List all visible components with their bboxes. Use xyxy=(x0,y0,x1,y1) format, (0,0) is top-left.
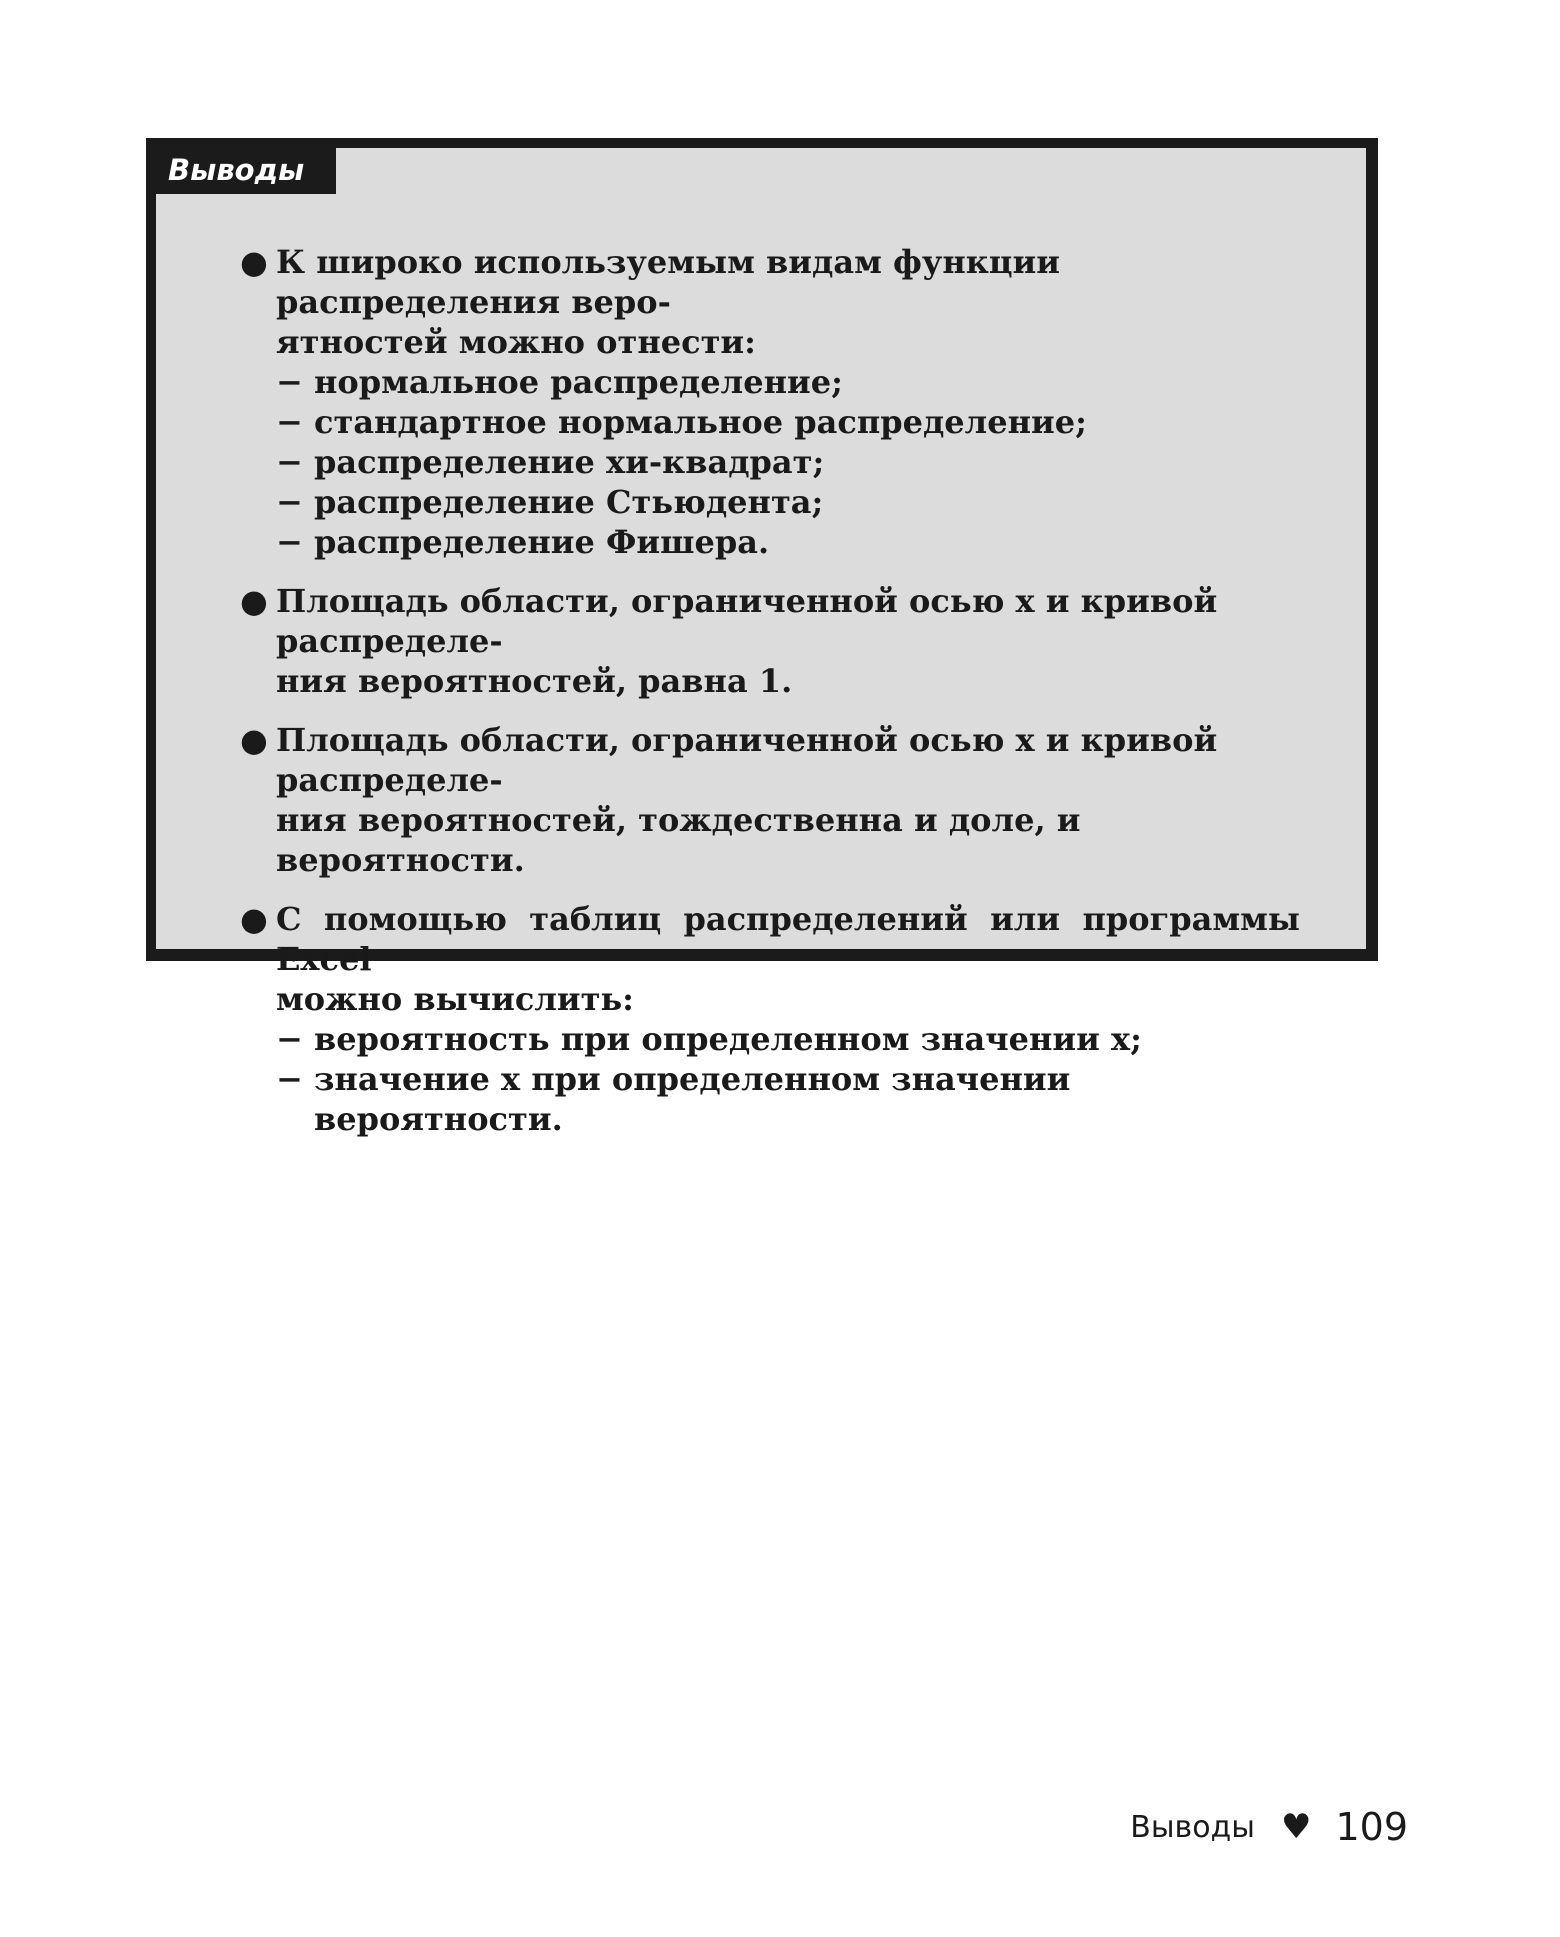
item-4-line-1: С помощью таблиц распределений или программы Excel xyxy=(276,900,1300,978)
summary-item-3 xyxy=(240,720,1300,880)
item-2-line-1: Площадь области, ограниченной осью x и кривой распределе- xyxy=(276,582,1218,660)
page-footer xyxy=(1130,1802,1408,1852)
summary-item-1 xyxy=(240,242,1300,562)
dash-icon: − xyxy=(276,483,303,521)
item-1-sub-5 xyxy=(276,522,1300,562)
page-number: 109 xyxy=(1335,1805,1408,1849)
bullet-icon: ● xyxy=(240,900,268,938)
dash-icon: − xyxy=(276,1020,303,1058)
dash-icon: − xyxy=(276,1060,303,1098)
dash-icon: − xyxy=(276,363,303,401)
bullet-icon: ● xyxy=(240,721,268,759)
item-1-line-1: К широко используемым видам функции распределения веро- xyxy=(276,243,1060,321)
item-2-line-2: ния вероятностей, равна 1. xyxy=(276,662,793,700)
summary-item-4 xyxy=(240,899,1300,1139)
bullet-icon: ● xyxy=(240,243,268,281)
dash-icon: − xyxy=(276,403,303,441)
item-4-sub-2 xyxy=(276,1059,1300,1139)
item-1-sub-4 xyxy=(276,482,1300,522)
item-1-line-2: ятностей можно отнести: xyxy=(276,323,756,361)
summary-tab-title: Выводы xyxy=(154,146,336,194)
heart-icon: ♥ xyxy=(1280,1807,1312,1847)
summary-box-inner xyxy=(156,148,1366,1138)
sub-text: стандартное нормальное распределение; xyxy=(314,403,1087,441)
sub-text: значение x при определенном значении вероятности. xyxy=(314,1060,1071,1138)
sub-text: вероятность при определенном значении x; xyxy=(314,1020,1142,1058)
sub-text: нормальное распределение; xyxy=(314,363,843,401)
footer-section-label: Выводы xyxy=(1130,1809,1255,1845)
summary-item-2 xyxy=(240,581,1300,701)
item-1-sub-3 xyxy=(276,442,1300,482)
item-1-sub-1 xyxy=(276,362,1300,402)
sub-text: распределение хи-квадрат; xyxy=(314,443,825,481)
sub-text: распределение Стьюдента; xyxy=(314,483,824,521)
sub-text: распределение Фишера. xyxy=(314,523,770,561)
summary-box xyxy=(146,138,1378,1138)
item-3-line-1: Площадь области, ограниченной осью x и кривой распределе- xyxy=(276,721,1218,799)
dash-icon: − xyxy=(276,523,303,561)
item-1-sub-2 xyxy=(276,402,1300,442)
dash-icon: − xyxy=(276,443,303,481)
item-3-line-2: ния вероятностей, тождественна и доле, и вероятности. xyxy=(276,801,1081,879)
bullet-icon: ● xyxy=(240,582,268,620)
item-4-line-2: можно вычислить: xyxy=(276,980,634,1018)
summary-content xyxy=(240,242,1300,1158)
item-4-sub-1 xyxy=(276,1019,1300,1059)
